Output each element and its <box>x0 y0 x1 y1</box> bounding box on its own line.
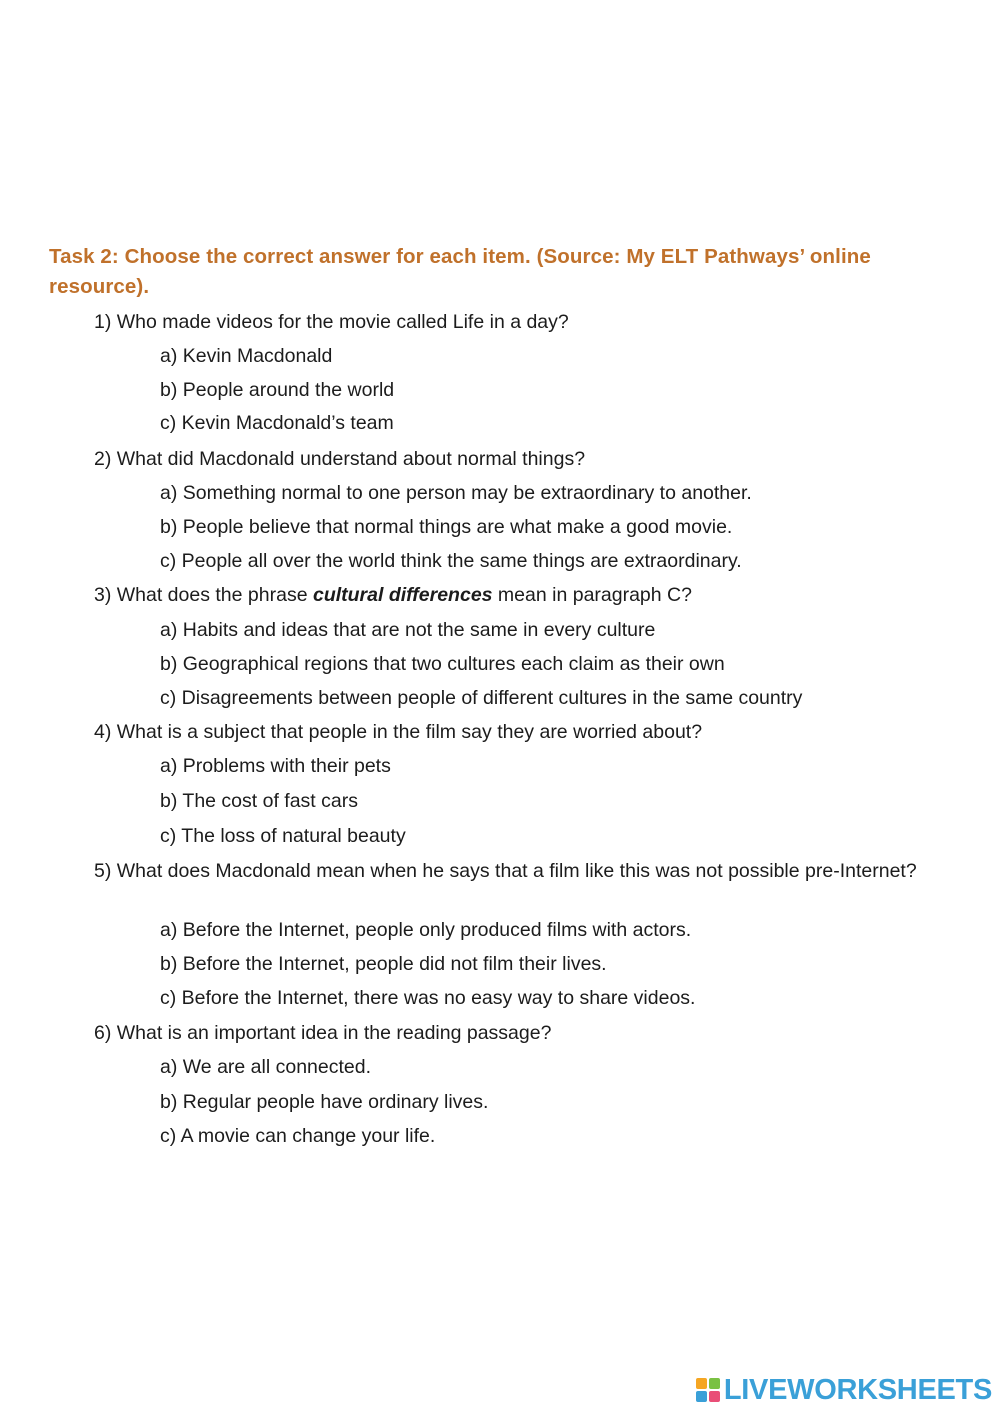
question-1-option-b[interactable]: b) People around the world <box>160 379 395 401</box>
logo-square-blue <box>696 1391 707 1402</box>
question-2-option-b[interactable]: b) People believe that normal things are what make a good movie. <box>160 516 733 538</box>
question-5-option-a[interactable]: a) Before the Internet, people only produced films with actors. <box>160 919 692 941</box>
question-4: 4) What is a subject that people in the film say they are worried about? <box>94 721 703 743</box>
question-3 <box>94 583 692 607</box>
question-1-option-c[interactable]: c) Kevin Macdonald’s team <box>160 412 394 434</box>
question-4-option-a[interactable]: a) Problems with their pets <box>160 755 391 777</box>
question-4-option-c[interactable]: c) The loss of natural beauty <box>160 825 406 847</box>
question-2: 2) What did Macdonald understand about normal things? <box>94 448 586 470</box>
question-3-option-b[interactable]: b) Geographical regions that two cultures each claim as their own <box>160 653 725 675</box>
question-6: 6) What is an important idea in the reading passage? <box>94 1022 552 1044</box>
liveworksheets-logo-text: LIVEWORKSHEETS <box>723 1373 992 1406</box>
question-3-emphasis: cultural differences <box>312 584 493 606</box>
question-2-option-a[interactable]: a) Something normal to one person may be extraordinary to another. <box>160 482 752 504</box>
logo-square-pink <box>709 1391 720 1402</box>
question-1: 1) Who made videos for the movie called Life in a day? <box>94 311 569 333</box>
question-3-option-a[interactable]: a) Habits and ideas that are not the same in every culture <box>160 619 656 641</box>
question-6-option-a[interactable]: a) We are all connected. <box>160 1056 372 1078</box>
question-3-option-c[interactable]: c) Disagreements between people of different cultures in the same country <box>160 687 803 709</box>
question-6-option-c[interactable]: c) A movie can change your life. <box>160 1125 436 1147</box>
logo-square-orange <box>696 1378 707 1389</box>
question-5-option-c[interactable]: c) Before the Internet, there was no easy way to share videos. <box>160 987 696 1009</box>
question-4-option-b[interactable]: b) The cost of fast cars <box>160 790 358 812</box>
liveworksheets-logo[interactable] <box>696 1373 992 1407</box>
question-2-option-c[interactable]: c) People all over the world think the same things are extraordinary. <box>160 550 742 572</box>
question-6-option-b[interactable]: b) Regular people have ordinary lives. <box>160 1091 489 1113</box>
logo-square-green <box>709 1378 720 1389</box>
question-3-text-before: 3) What does the phrase <box>94 584 313 606</box>
question-1-option-a[interactable]: a) Kevin Macdonald <box>160 345 333 367</box>
task-title: Task 2: Choose the correct answer for each item. (Source: My ELT Pathways’ online resource). <box>49 245 871 298</box>
question-3-text-after: mean in paragraph C? <box>492 584 692 606</box>
question-5-option-b[interactable]: b) Before the Internet, people did not film their lives. <box>160 953 607 975</box>
question-5: 5) What does Macdonald mean when he says that a film like this was not possible pre-Internet? <box>94 860 917 882</box>
liveworksheets-logo-icon <box>696 1378 720 1402</box>
